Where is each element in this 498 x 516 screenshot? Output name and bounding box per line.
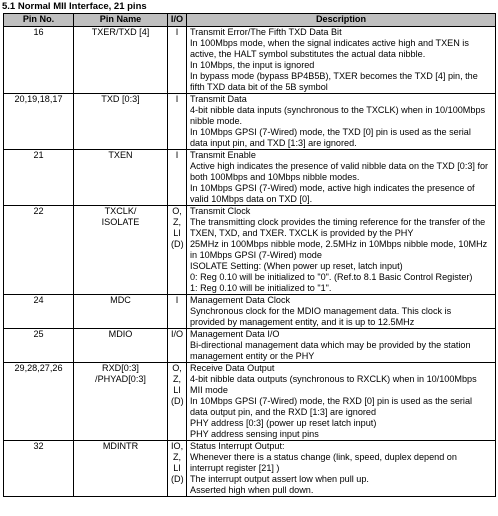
pin-number: 22 (4, 206, 74, 295)
pin-name-line: TXD [0:3] (101, 94, 140, 104)
description-line: Bi-directional management data which may be provided by the station (190, 340, 471, 350)
description-line: Transmit Clock (190, 206, 251, 216)
description-line: Active high indicates the presence of valid nibble data on the TXD [0:3] for (190, 161, 489, 171)
pin-number: 25 (4, 329, 74, 363)
pin-name-line: TXER/TXD [4] (91, 27, 150, 37)
pin-io-type (168, 295, 187, 329)
table-row (4, 206, 496, 295)
pin-io-type (168, 150, 187, 206)
io-type-line: O, (172, 206, 182, 216)
header-io: I/O (168, 14, 187, 27)
description-line: Transmit Enable (190, 150, 256, 160)
pin-io-type (168, 206, 187, 295)
table-row (4, 94, 496, 150)
description-line: In 10Mbps, the input is ignored (190, 60, 315, 70)
description-line: ISOLATE Setting: (When power up reset, latch input) (190, 261, 403, 271)
pin-name-line: RXD[0:3] (102, 363, 139, 373)
header-pin-no: Pin No. (4, 14, 74, 27)
pin-io-type (168, 94, 187, 150)
header-description: Description (187, 14, 496, 27)
description-line: TXEN, TXD, and TXER. TXCLK is provided by the PHY (190, 228, 414, 238)
table-row (4, 329, 496, 363)
description-line: 4-bit nibble data inputs (synchronous to the TXCLK) when in 10/100Mbps (190, 105, 486, 115)
pin-name (74, 295, 168, 329)
description-line: active, the HALT symbol substitutes the actual data nibble. (190, 49, 426, 59)
description-line: 0: Reg 0.10 will be initialized to "0". (Ref.to 8.1 Basic Control Register) (190, 272, 473, 282)
pin-name-line: MDIO (108, 329, 133, 339)
pin-description (187, 27, 496, 94)
io-type-line: I (175, 295, 179, 305)
description-line: nibble mode. (190, 116, 243, 126)
pin-number: 32 (4, 441, 74, 497)
description-line: In 10Mbps GPSI (7-Wired) mode, the RXD [0] pin is used as the serial (190, 396, 473, 406)
io-type-line: (D) (171, 239, 184, 249)
pin-name-line: /PHYAD[0:3] (95, 374, 146, 384)
description-line: provided by management entity, and it is up to 12.5MHz (190, 317, 415, 327)
pin-name (74, 206, 168, 295)
section-title: 5.1 Normal MII Interface, 21 pins (2, 1, 147, 12)
pin-number: 16 (4, 27, 74, 94)
description-line: In 10Mbps GPSI (7-Wired) mode, the TXD [0] pin is used as the serial (190, 127, 471, 137)
io-type-line: O, (172, 363, 182, 373)
description-line: MII mode (190, 385, 228, 395)
description-line: 25MHz in 100Mbps nibble mode, 2.5MHz in 10Mbps nibble mode, 10MHz (190, 239, 488, 249)
description-line: management entity or the PHY (190, 351, 315, 361)
description-line: 4-bit nibble data outputs (synchronous to RXCLK) when in 10/100Mbps (190, 374, 477, 384)
description-line: interrupt register [21] ) (190, 463, 280, 473)
description-line: PHY address [0:3] (power up reset latch input) (190, 418, 377, 428)
pin-io-type (168, 363, 187, 441)
description-line: Transmit Error/The Fifth TXD Data Bit (190, 27, 342, 37)
description-line: Receive Data Output (190, 363, 275, 373)
table-row (4, 441, 496, 497)
io-type-line: LI (173, 228, 181, 238)
table-row (4, 27, 496, 94)
pin-number: 24 (4, 295, 74, 329)
table-row (4, 295, 496, 329)
pin-number: 21 (4, 150, 74, 206)
description-line: The interrupt output assert low when pull up. (190, 474, 369, 484)
description-line: Asserted high when pull down. (190, 485, 314, 495)
description-line: Status Interrupt Output: (190, 441, 285, 451)
description-line: Transmit Data (190, 94, 247, 104)
io-type-line: Z, (172, 452, 182, 462)
io-type-line: IO, (171, 441, 184, 451)
pin-number: 20,19,18,17 (4, 94, 74, 150)
table-row (4, 363, 496, 441)
description-line: Whenever there is a status change (link, speed, duplex depend on (190, 452, 457, 462)
pin-name-line: ISOLATE (101, 217, 140, 227)
pin-description (187, 295, 496, 329)
io-type-line: I (175, 94, 179, 104)
description-line: fifth TXD data bit of the 5B symbol (190, 82, 328, 92)
pin-name-line: TXCLK/ (104, 206, 137, 216)
pin-number: 29,28,27,26 (4, 363, 74, 441)
pin-io-type (168, 441, 187, 497)
pin-name-line: MDC (110, 295, 131, 305)
pin-name (74, 441, 168, 497)
pin-description (187, 363, 496, 441)
pin-description (187, 329, 496, 363)
pin-description (187, 441, 496, 497)
pin-name (74, 150, 168, 206)
pin-description (187, 150, 496, 206)
description-line: PHY address sensing input pins (190, 429, 319, 439)
io-type-line: Z, (172, 217, 182, 227)
pin-name (74, 94, 168, 150)
pin-name (74, 27, 168, 94)
pin-table (3, 13, 496, 497)
io-type-line: LI (173, 463, 181, 473)
io-type-line: Z, (172, 374, 182, 384)
pin-description (187, 206, 496, 295)
io-type-line: (D) (171, 396, 184, 406)
description-line: data output pin, and the RXD [1:3] are ignored (190, 407, 377, 417)
pin-description (187, 94, 496, 150)
pin-name-line: TXEN (108, 150, 133, 160)
description-line: In bypass mode (bypass BP4B5B), TXER becomes the TXD [4] pin, the (190, 71, 478, 81)
io-type-line: I/O (171, 329, 184, 339)
description-line: in 10Mbps GPSI (7-Wired) mode (190, 250, 322, 260)
description-line: Synchronous clock for the MDIO management data. This clock is (190, 306, 452, 316)
pin-io-type (168, 27, 187, 94)
header-row (4, 14, 496, 27)
description-line: data input pin, and TXD [1:3] are ignored. (190, 138, 357, 148)
pin-name (74, 363, 168, 441)
pin-name (74, 329, 168, 363)
table-row (4, 150, 496, 206)
io-type-line: (D) (171, 474, 184, 484)
header-pin-name: Pin Name (74, 14, 168, 27)
description-line: In 10Mbps GPSI (7-Wired) mode, active high indicates the presence of (190, 183, 475, 193)
pin-table-body (4, 27, 496, 497)
description-line: Management Data Clock (190, 295, 291, 305)
description-line: The transmitting clock provides the timing reference for the transfer of the (190, 217, 486, 227)
io-type-line: LI (173, 385, 181, 395)
description-line: Management Data I/O (190, 329, 280, 339)
io-type-line: I (175, 150, 179, 160)
description-line: valid 10Mbps data on TXD [0]. (190, 194, 313, 204)
io-type-line: I (175, 27, 179, 37)
pin-io-type (168, 329, 187, 363)
pin-name-line: MDINTR (102, 441, 139, 451)
description-line: 1: Reg 0.10 will be initialized to "1". (190, 283, 332, 293)
description-line: In 100Mbps mode, when the signal indicates active high and TXEN is (190, 38, 469, 48)
description-line: both 100Mbps and 10Mbps nibble modes. (190, 172, 360, 182)
